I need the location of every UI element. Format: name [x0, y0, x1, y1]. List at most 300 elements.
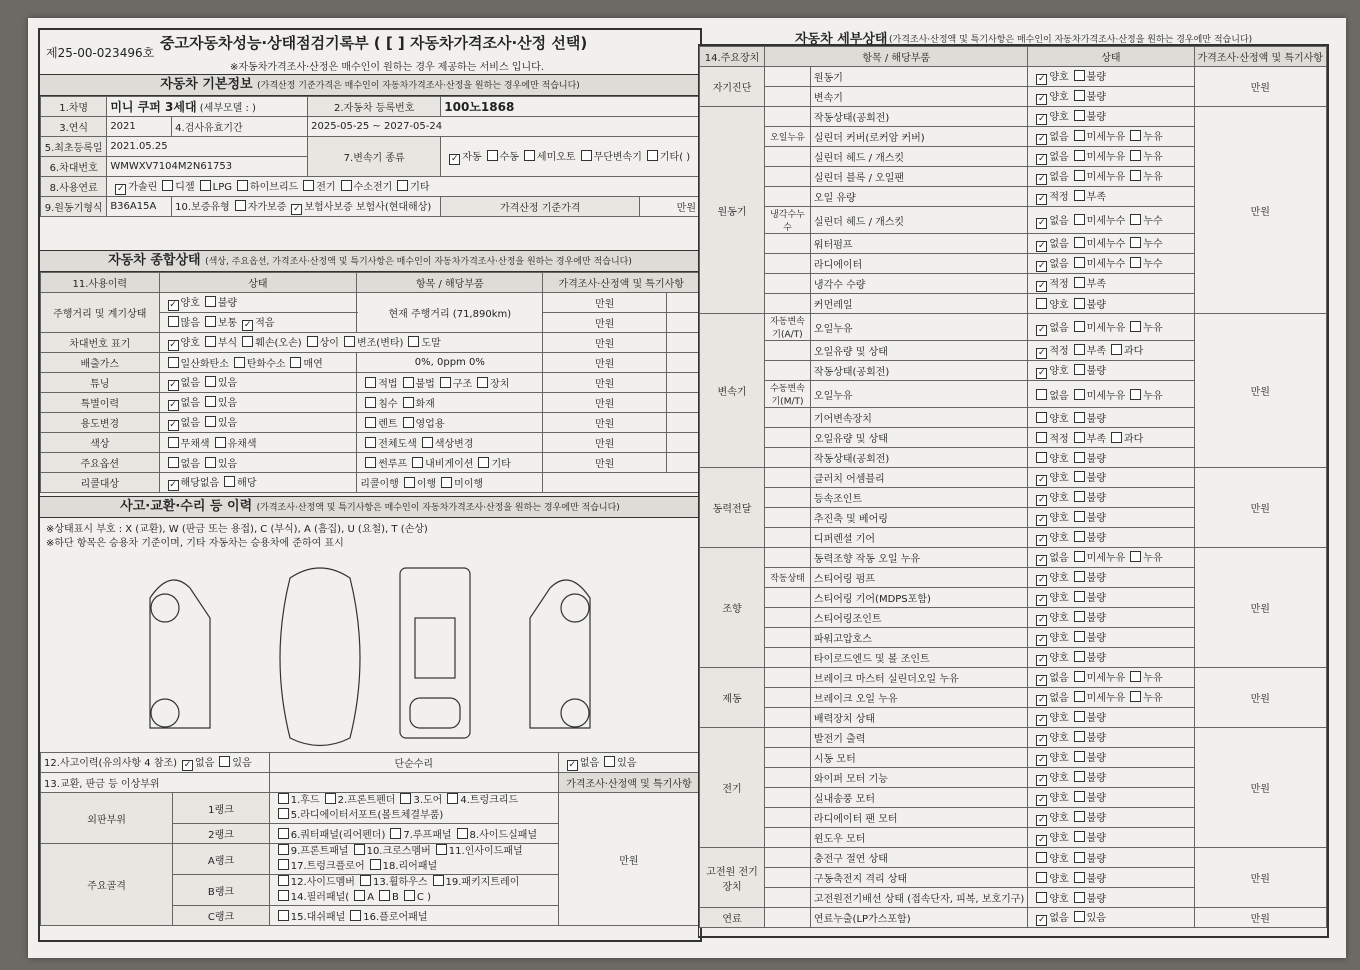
- checkbox[interactable]: [1036, 134, 1047, 145]
- checkbox-label: 없음: [180, 378, 200, 389]
- checkbox[interactable]: [441, 477, 452, 488]
- checkbox[interactable]: [390, 828, 401, 839]
- checkbox[interactable]: [1074, 671, 1085, 682]
- overall-label: 상태: [248, 279, 268, 290]
- checkbox-label: 누수: [1143, 239, 1163, 250]
- checkbox[interactable]: [1036, 432, 1047, 443]
- checkbox-label: 양호: [1049, 733, 1069, 744]
- checkbox[interactable]: [1074, 771, 1085, 782]
- checkbox[interactable]: [1074, 852, 1085, 863]
- accident-label: 가격조사·산정액 및 특기사항: [566, 779, 692, 790]
- checkbox-label: 없음: [180, 418, 200, 429]
- overall-label: 리콜대상: [80, 479, 120, 490]
- checkbox[interactable]: [182, 760, 193, 771]
- checkbox-label: 17.트렁크플로어: [290, 861, 365, 872]
- detail-subgroup: [765, 254, 811, 274]
- checkbox[interactable]: [487, 150, 498, 161]
- checkbox[interactable]: [1036, 281, 1047, 292]
- checkbox[interactable]: [1074, 491, 1085, 502]
- checkbox[interactable]: [567, 760, 578, 771]
- checkbox-label: 세미오토: [536, 152, 576, 163]
- checkbox[interactable]: [278, 890, 289, 901]
- checkbox[interactable]: [1074, 651, 1085, 662]
- checkbox[interactable]: [1036, 655, 1047, 666]
- checkbox[interactable]: [1074, 791, 1085, 802]
- checkbox[interactable]: [422, 437, 433, 448]
- checkbox[interactable]: [604, 756, 615, 767]
- checkbox[interactable]: [400, 793, 411, 804]
- checkbox[interactable]: [1074, 237, 1085, 248]
- checkbox-label: 장치: [490, 379, 510, 390]
- checkbox-label: 침수: [378, 399, 398, 410]
- checkbox[interactable]: [436, 844, 447, 855]
- checkbox[interactable]: [1036, 74, 1047, 85]
- checkbox[interactable]: [354, 844, 365, 855]
- checkbox[interactable]: [404, 890, 415, 901]
- checkbox[interactable]: [215, 437, 226, 448]
- checkbox[interactable]: [1074, 150, 1085, 161]
- checkbox-label: 디젤: [175, 182, 195, 193]
- checkbox[interactable]: [219, 756, 230, 767]
- checkbox[interactable]: [168, 400, 179, 411]
- checkbox-label: 영업용: [415, 419, 445, 430]
- detail-subgroup: 수동변속기(M/T): [765, 381, 811, 408]
- checkbox-label: 누유: [1143, 172, 1163, 183]
- detail-item: 구동축전지 격리 상태: [810, 868, 1027, 888]
- checkbox[interactable]: [1074, 531, 1085, 542]
- checkbox[interactable]: [115, 184, 126, 195]
- checkbox[interactable]: [1036, 715, 1047, 726]
- checkbox[interactable]: [1036, 892, 1047, 903]
- checkbox[interactable]: [1074, 130, 1085, 141]
- checkbox[interactable]: [168, 357, 179, 368]
- checkbox[interactable]: [1074, 631, 1085, 642]
- checkbox-label: 미세누수: [1086, 215, 1126, 227]
- checkbox-label: 수동: [499, 152, 519, 163]
- checkbox[interactable]: [1036, 535, 1047, 546]
- checkbox[interactable]: [1074, 611, 1085, 622]
- accident-label: 단순수리: [394, 759, 434, 770]
- checkbox[interactable]: [1074, 321, 1085, 332]
- checkbox-label: 양호: [1049, 793, 1069, 804]
- checkbox[interactable]: [365, 457, 376, 468]
- checkbox[interactable]: [1036, 495, 1047, 506]
- checkbox-label: 누수: [1143, 215, 1163, 227]
- checkbox-label: 양호: [1049, 713, 1069, 724]
- checkbox[interactable]: [370, 859, 381, 870]
- checkbox[interactable]: [447, 793, 458, 804]
- checkbox[interactable]: [408, 336, 419, 347]
- checkbox[interactable]: [237, 180, 248, 191]
- checkbox[interactable]: [647, 150, 658, 161]
- checkbox[interactable]: [1036, 261, 1047, 272]
- checkbox[interactable]: [1130, 150, 1141, 161]
- checkbox-label: 매연: [303, 359, 323, 370]
- checkbox[interactable]: [1130, 691, 1141, 702]
- detail-subgroup: [765, 341, 811, 361]
- checkbox-label: 없음: [1049, 152, 1069, 163]
- checkbox[interactable]: [162, 180, 173, 191]
- car-damage-diagram: [40, 558, 700, 754]
- checkbox[interactable]: [1036, 325, 1047, 336]
- checkbox-label: 불량: [1086, 713, 1106, 724]
- checkbox[interactable]: [1074, 190, 1085, 201]
- detail-item: 동력조향 작동 오일 누유: [810, 548, 1027, 568]
- checkbox-label: 없음: [180, 398, 200, 409]
- checkbox-label: 불량: [1086, 300, 1106, 311]
- checkbox[interactable]: [524, 150, 535, 161]
- checkbox[interactable]: [1130, 214, 1141, 225]
- price-cell: 만원: [543, 333, 667, 353]
- checkbox[interactable]: [1074, 257, 1085, 268]
- checkbox[interactable]: [205, 296, 216, 307]
- detail-price-cell: 만원: [1194, 848, 1327, 908]
- checkbox[interactable]: [1036, 755, 1047, 766]
- detail-subgroup: [765, 234, 811, 254]
- checkbox[interactable]: [168, 437, 179, 448]
- checkbox-label: 적정: [1049, 192, 1069, 203]
- detail-title: 자동차 세부상태: [795, 32, 888, 47]
- checkbox[interactable]: [1074, 90, 1085, 101]
- checkbox[interactable]: [234, 357, 245, 368]
- checkbox[interactable]: [365, 417, 376, 428]
- checkbox[interactable]: [1130, 257, 1141, 268]
- accident-price-cell: [558, 793, 699, 926]
- overall-label: 0%, 0ppm 0%: [414, 357, 485, 368]
- detail-item: 원동기: [810, 67, 1027, 87]
- checkbox-label: 이행: [416, 479, 437, 490]
- checkbox[interactable]: [1036, 735, 1047, 746]
- checkbox-label: 적정: [1049, 346, 1069, 357]
- checkbox[interactable]: [325, 793, 336, 804]
- checkbox-label: 누유: [1143, 322, 1163, 334]
- price-cell: 만원: [543, 413, 667, 433]
- checkbox[interactable]: [205, 336, 216, 347]
- checkbox[interactable]: [1036, 114, 1047, 125]
- checkbox-label: 불량: [1086, 633, 1106, 644]
- checkbox[interactable]: [1036, 815, 1047, 826]
- checkbox[interactable]: [1036, 872, 1047, 883]
- checkbox-label: 5.라디에이터서포트(볼트체결부품): [290, 810, 444, 821]
- accident-label: A랭크: [207, 855, 235, 867]
- checkbox[interactable]: [379, 890, 390, 901]
- accident-label: B랭크: [207, 886, 235, 898]
- checkbox-label: 미이행: [454, 479, 484, 490]
- checkbox[interactable]: [242, 320, 253, 331]
- checkbox[interactable]: [278, 844, 289, 855]
- checkbox[interactable]: [224, 476, 235, 487]
- checkbox-label: 해당없음: [180, 478, 220, 489]
- checkbox[interactable]: [278, 808, 289, 819]
- checkbox-label: 자동: [462, 152, 482, 163]
- checkbox[interactable]: [1130, 321, 1141, 332]
- checkbox[interactable]: [1074, 170, 1085, 181]
- checkbox[interactable]: [168, 420, 179, 431]
- checkbox[interactable]: [205, 316, 216, 327]
- checkbox[interactable]: [1074, 911, 1085, 922]
- detail-subgroup: [765, 748, 811, 768]
- detail-subgroup: [765, 107, 811, 127]
- checkbox[interactable]: [1036, 515, 1047, 526]
- checkbox[interactable]: [1036, 475, 1047, 486]
- checkbox[interactable]: [307, 336, 318, 347]
- symbol-legend-note: ※하단 항목은 승용차 기준이며, 기타 자동차는 승용차에 준하여 표시: [46, 538, 344, 549]
- checkbox[interactable]: [1074, 892, 1085, 903]
- detail-item: 충전구 절연 상태: [810, 848, 1027, 868]
- checkbox[interactable]: [404, 477, 415, 488]
- checkbox[interactable]: [360, 875, 371, 886]
- checkbox[interactable]: [457, 828, 468, 839]
- checkbox[interactable]: [440, 377, 451, 388]
- checkbox-label: 부식: [217, 338, 238, 349]
- checkbox[interactable]: [1036, 635, 1047, 646]
- checkbox[interactable]: [168, 340, 179, 351]
- checkbox[interactable]: [478, 457, 489, 468]
- detail-group: 조향: [700, 548, 765, 668]
- checkbox-label: 6.쿼터패널(리어펜더): [290, 830, 386, 841]
- checkbox-label: 보험사보증: [304, 202, 353, 213]
- checkbox-label: 양호: [1049, 513, 1069, 524]
- checkbox[interactable]: [1036, 298, 1047, 309]
- checkbox[interactable]: [278, 859, 289, 870]
- checkbox-label: 적법: [378, 379, 398, 390]
- checkbox[interactable]: [1036, 389, 1047, 400]
- checkbox[interactable]: [1130, 671, 1141, 682]
- checkbox[interactable]: [1111, 432, 1122, 443]
- checkbox[interactable]: [235, 200, 246, 211]
- detail-subgroup: [765, 274, 811, 294]
- checkbox[interactable]: [1036, 241, 1047, 252]
- checkbox[interactable]: [1130, 551, 1141, 562]
- detail-subgroup: [765, 728, 811, 748]
- checkbox-label: 미세누유: [1086, 322, 1126, 334]
- checkbox[interactable]: [1130, 237, 1141, 248]
- detail-item: 스티어링 기어(MDPS포함): [810, 588, 1027, 608]
- checkbox[interactable]: [1036, 154, 1047, 165]
- checkbox[interactable]: [403, 397, 414, 408]
- checkbox-label: 양호: [1049, 653, 1069, 664]
- checkbox-label: 2.프론트펜더: [337, 795, 396, 806]
- checkbox[interactable]: [354, 890, 365, 901]
- checkbox[interactable]: [477, 377, 488, 388]
- accident-table: [40, 752, 700, 926]
- checkbox[interactable]: [1074, 214, 1085, 225]
- checkbox[interactable]: [168, 380, 179, 391]
- detail-item: 발전기 출력: [810, 728, 1027, 748]
- checkbox[interactable]: [1036, 595, 1047, 606]
- checkbox[interactable]: [1074, 571, 1085, 582]
- checkbox[interactable]: [1074, 277, 1085, 288]
- checkbox[interactable]: [341, 180, 352, 191]
- checkbox[interactable]: [1074, 364, 1085, 375]
- checkbox-label: 양호: [1049, 593, 1069, 604]
- checkbox[interactable]: [1074, 298, 1085, 309]
- basic-info-header: 자동차 기본정보 (가격산정 기준가격은 매수인이 자동차가격조사·산정을 원하는 경우에만 적습니다): [40, 74, 700, 96]
- checkbox-label: 미세누유: [1086, 673, 1126, 684]
- detail-subgroup: [765, 408, 811, 428]
- checkbox[interactable]: [344, 336, 355, 347]
- checkbox-label: 양호: [1049, 473, 1069, 484]
- checkbox[interactable]: [290, 357, 301, 368]
- checkbox[interactable]: [291, 204, 302, 215]
- checkbox-label: 하이브리드: [249, 182, 299, 193]
- checkbox-label: 렌트: [378, 419, 398, 430]
- checkbox[interactable]: [1036, 575, 1047, 586]
- price-cell: 만원: [543, 293, 667, 313]
- checkbox[interactable]: [365, 437, 376, 448]
- checkbox-label: 불량: [217, 298, 238, 309]
- checkbox-label: 양호: [180, 338, 200, 349]
- checkbox[interactable]: [205, 416, 216, 427]
- checkbox[interactable]: [449, 154, 460, 165]
- checkbox-label: 불량: [1086, 833, 1106, 844]
- checkbox[interactable]: [278, 828, 289, 839]
- checkbox[interactable]: [581, 150, 592, 161]
- checkbox-label: 과다: [1123, 346, 1144, 357]
- detail-group: 제동: [700, 668, 765, 728]
- checkbox[interactable]: [168, 300, 179, 311]
- checkbox[interactable]: [168, 480, 179, 491]
- detail-subgroup: [765, 361, 811, 381]
- detail-item: 라디에이터: [810, 254, 1027, 274]
- checkbox[interactable]: [1074, 389, 1085, 400]
- checkbox[interactable]: [303, 180, 314, 191]
- checkbox[interactable]: [200, 180, 211, 191]
- checkbox-label: 썬루프: [378, 459, 408, 470]
- detail-subgroup: 오일누유: [765, 127, 811, 147]
- checkbox[interactable]: [403, 417, 414, 428]
- checkbox[interactable]: [205, 376, 216, 387]
- checkbox-label: 많음: [180, 318, 200, 329]
- checkbox[interactable]: [1036, 368, 1047, 379]
- overall-label: 차대번호 표기: [69, 339, 131, 350]
- checkbox[interactable]: [1036, 795, 1047, 806]
- checkbox[interactable]: [278, 793, 289, 804]
- checkbox[interactable]: [205, 396, 216, 407]
- detail-item: 오일누유: [810, 381, 1027, 408]
- checkbox[interactable]: [1130, 130, 1141, 141]
- checkbox[interactable]: [1074, 511, 1085, 522]
- checkbox[interactable]: [1036, 218, 1047, 229]
- checkbox[interactable]: [1074, 711, 1085, 722]
- checkbox-label: 양호: [1049, 613, 1069, 624]
- checkbox[interactable]: [1074, 691, 1085, 702]
- accident-label: 2랭크: [208, 830, 234, 841]
- detail-subgroup: [765, 294, 811, 314]
- checkbox[interactable]: [1074, 731, 1085, 742]
- checkbox-label: 있음: [217, 418, 238, 429]
- checkbox-label: 10.크로스멤버: [366, 846, 431, 857]
- checkbox-label: 누유: [1143, 152, 1163, 163]
- checkbox[interactable]: [1036, 174, 1047, 185]
- checkbox[interactable]: [1036, 615, 1047, 626]
- checkbox-label: 탄화수소: [246, 359, 286, 370]
- checkbox[interactable]: [1036, 775, 1047, 786]
- overall-label: 주행거리 및 계기상태: [53, 309, 147, 320]
- checkbox[interactable]: [278, 875, 289, 886]
- detail-item: 파워고압호스: [810, 628, 1027, 648]
- checkbox[interactable]: [1074, 872, 1085, 883]
- checkbox[interactable]: [1036, 555, 1047, 566]
- checkbox[interactable]: [1036, 452, 1047, 463]
- checkbox[interactable]: [433, 875, 444, 886]
- checkbox-label: 상이: [319, 338, 339, 349]
- checkbox-label: 없음: [1049, 132, 1069, 143]
- checkbox[interactable]: [1036, 194, 1047, 205]
- detail-item: 오일 유량: [810, 187, 1027, 207]
- detail-item: 라디에이터 팬 모터: [810, 808, 1027, 828]
- checkbox[interactable]: [278, 910, 289, 921]
- checkbox[interactable]: [1074, 432, 1085, 443]
- checkbox[interactable]: [350, 910, 361, 921]
- checkbox[interactable]: [1036, 348, 1047, 359]
- checkbox[interactable]: [1036, 412, 1047, 423]
- detail-subgroup: [765, 548, 811, 568]
- checkbox[interactable]: [1074, 831, 1085, 842]
- checkbox[interactable]: [365, 377, 376, 388]
- checkbox[interactable]: [397, 180, 408, 191]
- detail-subgroup: [765, 187, 811, 207]
- checkbox[interactable]: [1130, 170, 1141, 181]
- detail-subgroup: [765, 508, 811, 528]
- checkbox-label: 부족: [1086, 434, 1106, 445]
- checkbox[interactable]: [403, 377, 414, 388]
- checkbox[interactable]: [1074, 344, 1085, 355]
- checkbox-label: 불량: [1086, 533, 1106, 544]
- checkbox[interactable]: [1074, 551, 1085, 562]
- checkbox[interactable]: [365, 397, 376, 408]
- checkbox[interactable]: [1074, 70, 1085, 81]
- checkbox[interactable]: [1036, 695, 1047, 706]
- checkbox-label: 변조(변타): [356, 338, 404, 349]
- checkbox-label: 가솔린: [128, 182, 158, 193]
- checkbox[interactable]: [1130, 389, 1141, 400]
- checkbox[interactable]: [1074, 412, 1085, 423]
- checkbox[interactable]: [205, 457, 216, 468]
- checkbox-label: 없음: [1049, 673, 1069, 684]
- checkbox-label: 18.리어패널: [382, 861, 438, 872]
- checkbox[interactable]: [1074, 591, 1085, 602]
- checkbox[interactable]: [1074, 471, 1085, 482]
- overall-header: 자동차 종합상태 (색상, 주요옵션, 가격조사·산정액 및 특기사항은 매수인이 자동차가격조사·산정을 원하는 경우에만 적습니다): [40, 250, 700, 272]
- overall-label: 리콜이행: [360, 479, 399, 490]
- checkbox[interactable]: [1074, 110, 1085, 121]
- checkbox-label: 도말: [421, 338, 441, 349]
- checkbox[interactable]: [168, 457, 179, 468]
- checkbox[interactable]: [1074, 751, 1085, 762]
- checkbox[interactable]: [1074, 452, 1085, 463]
- checkbox-label: 훼손(오손): [255, 338, 302, 349]
- accident-label: 13.교환, 판금 등 이상부위: [44, 779, 160, 790]
- checkbox[interactable]: [412, 457, 423, 468]
- checkbox[interactable]: [1074, 811, 1085, 822]
- checkbox[interactable]: [1036, 675, 1047, 686]
- checkbox-label: 양호: [1049, 854, 1069, 865]
- checkbox[interactable]: [168, 316, 179, 327]
- checkbox[interactable]: [1036, 852, 1047, 863]
- checkbox[interactable]: [1111, 344, 1122, 355]
- checkbox-label: 15.대쉬패널: [290, 912, 346, 923]
- checkbox[interactable]: [1036, 94, 1047, 105]
- checkbox-label: 과다: [1123, 434, 1144, 445]
- overall-label: 가격조사·산정액 및 특기사항: [558, 279, 684, 290]
- detail-subgroup: [765, 648, 811, 668]
- checkbox-label: 적정: [1049, 434, 1069, 445]
- checkbox[interactable]: [242, 336, 253, 347]
- checkbox[interactable]: [1036, 915, 1047, 926]
- checkbox-label: 없음: [1049, 693, 1069, 704]
- checkbox[interactable]: [1036, 835, 1047, 846]
